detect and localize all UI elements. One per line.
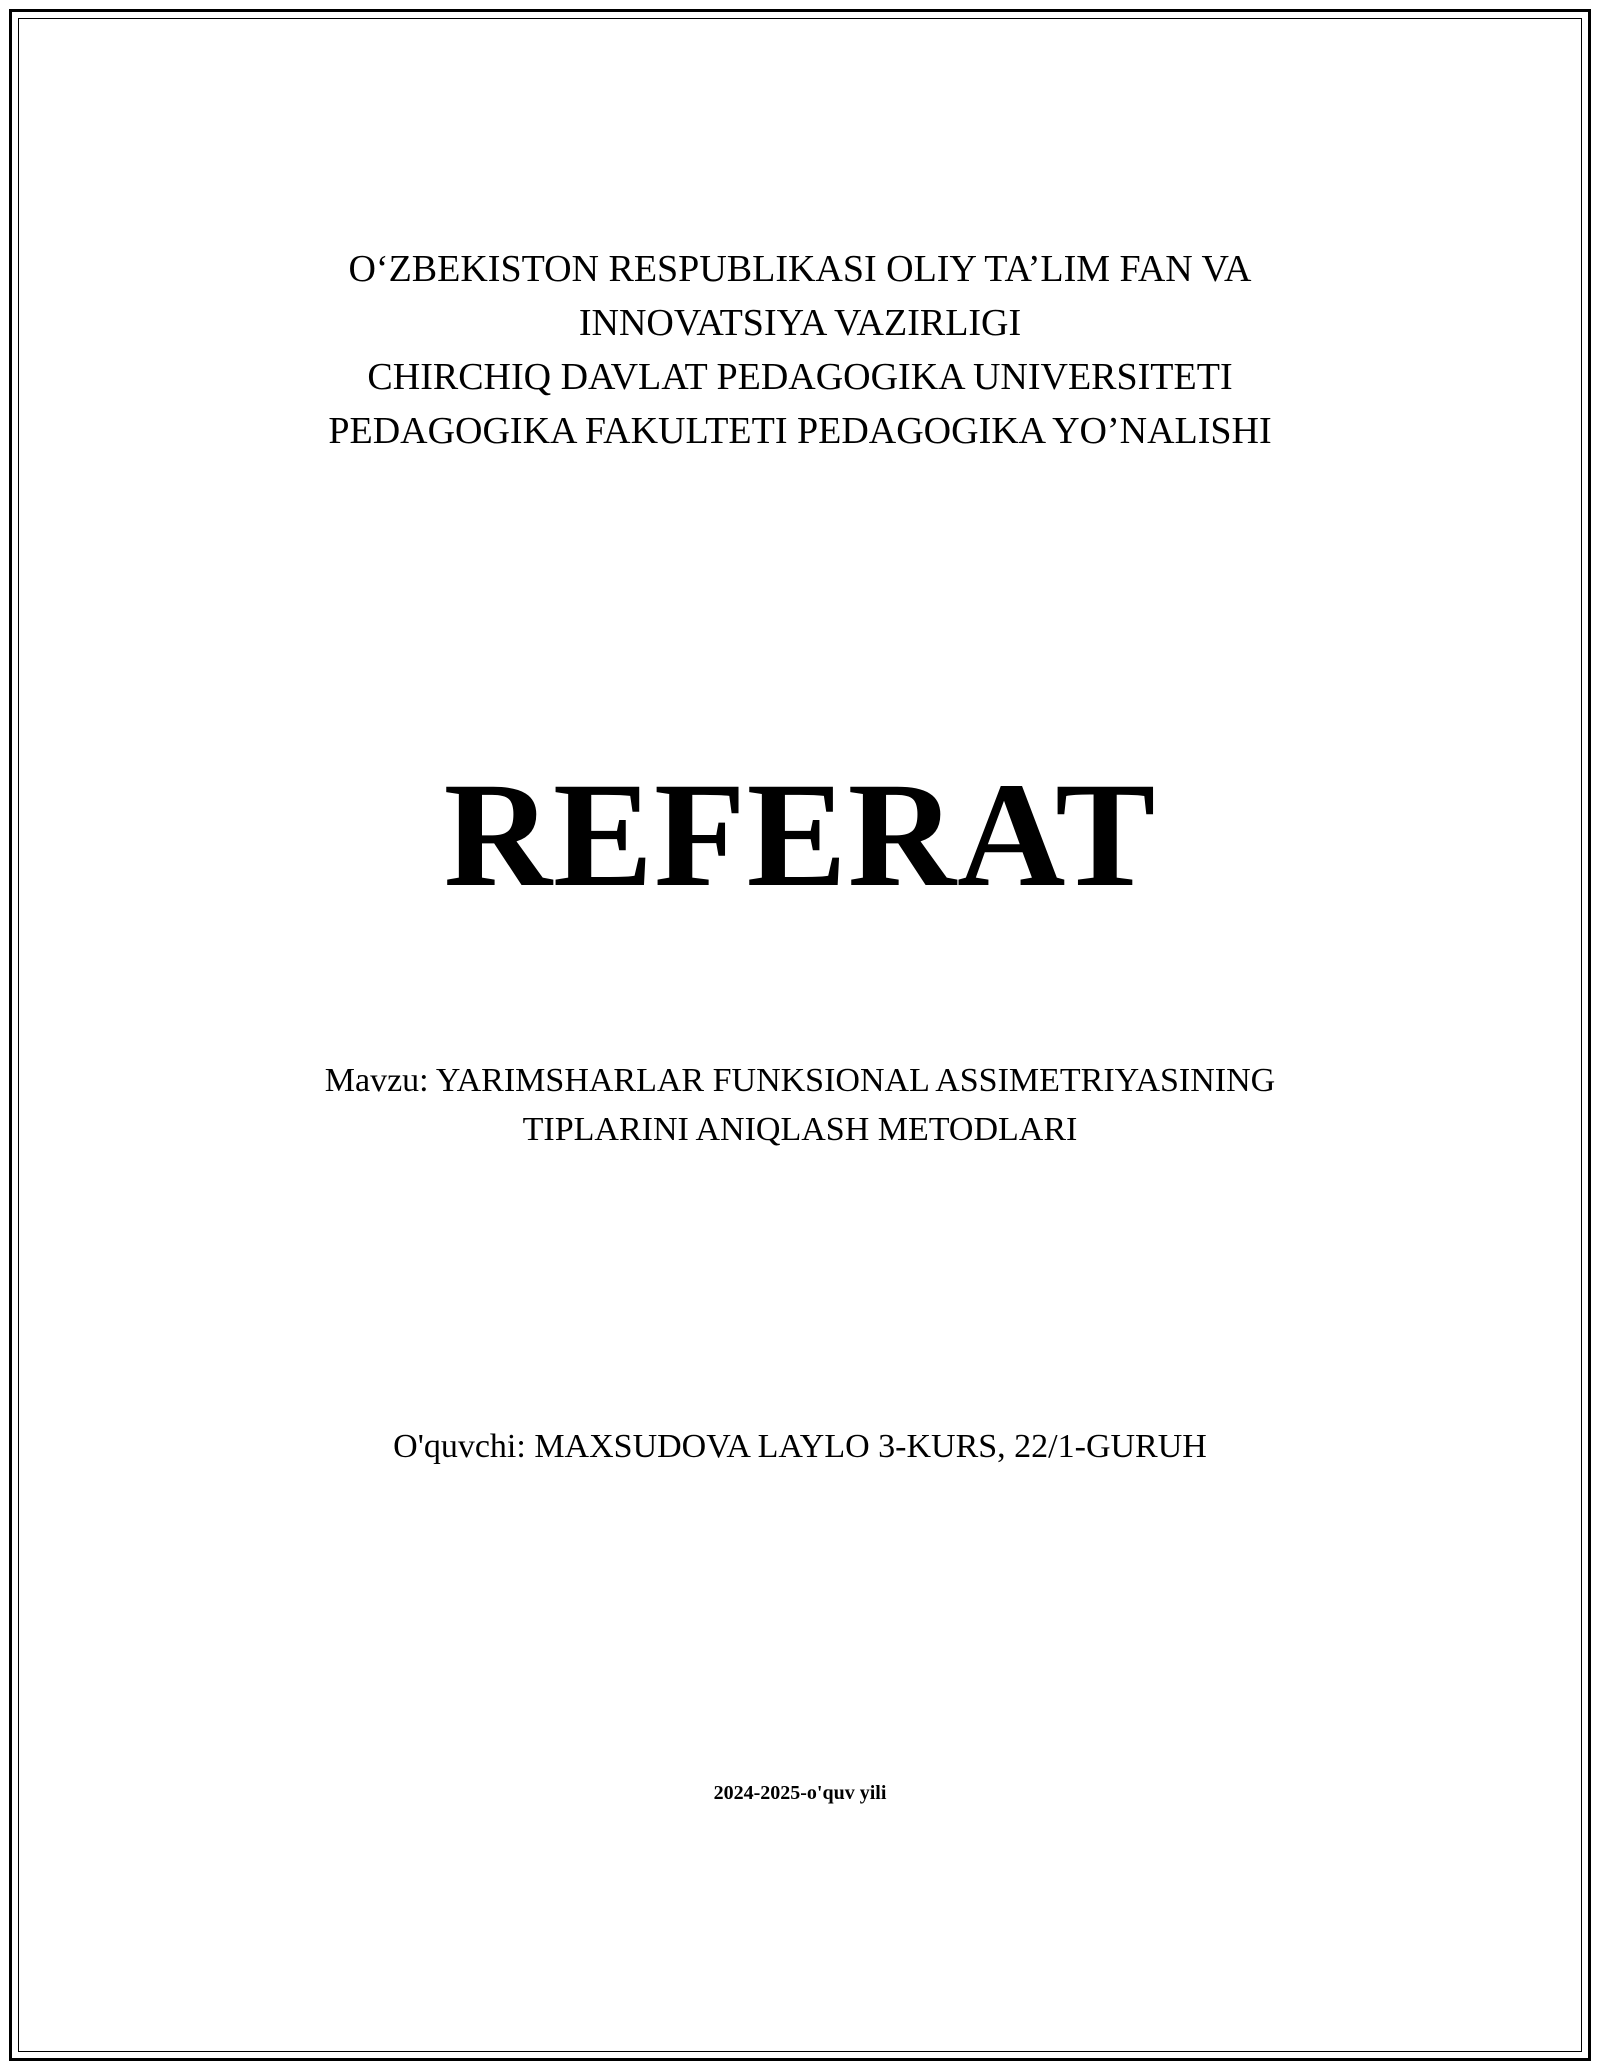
topic-line-1: Mavzu: YARIMSHARLAR FUNKSIONAL ASSIMETRIYASINING bbox=[324, 1062, 1276, 1099]
header-line-ministry-1: O‘ZBEKISTON RESPUBLIKASI OLIY TA’LIM FAN VA bbox=[348, 248, 1252, 290]
academic-year: 2024-2025-o'quv yili bbox=[713, 1782, 887, 1804]
header-line-university: CHIRCHIQ DAVLAT PEDAGOGIKA UNIVERSITETI bbox=[367, 356, 1233, 398]
institution-header bbox=[0, 242, 1600, 458]
header-line-ministry-2: INNOVATSIYA VAZIRLIGI bbox=[578, 302, 1022, 344]
topic-line-2: TIPLARINI ANIQLASH METODLARI bbox=[522, 1111, 1078, 1148]
student-info: O'quvchi: MAXSUDOVA LAYLO 3-KURS, 22/1-GURUH bbox=[393, 1428, 1207, 1465]
document-title: REFERAT bbox=[443, 752, 1157, 918]
topic-block bbox=[0, 1056, 1600, 1154]
header-line-faculty: PEDAGOGIKA FAKULTETI PEDAGOGIKA YO’NALISHI bbox=[328, 410, 1272, 452]
